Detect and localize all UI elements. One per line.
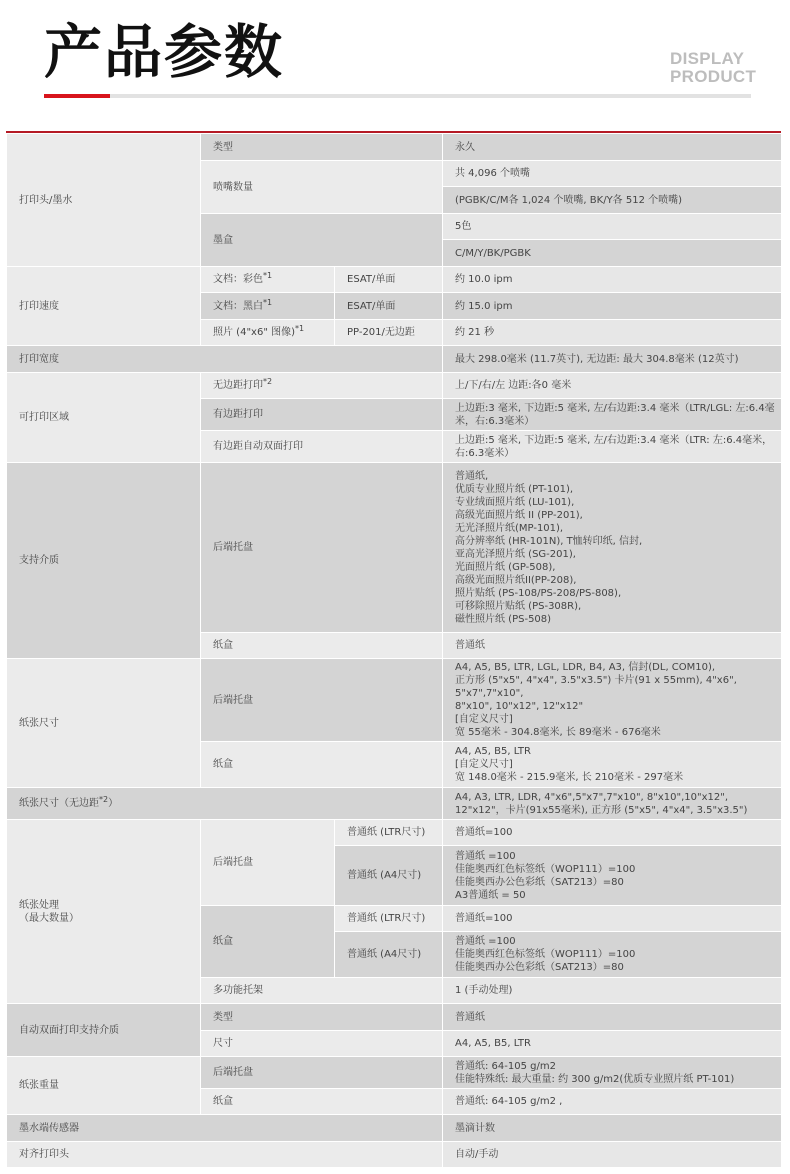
spec-value: A4, A5, B5, LTR, LGL, LDR, B4, A3, 信封(DL, COM10), 正方形 (5"x5", 4"x4", 3.5"x3.5") 卡片(91 x 55mm), 4"x6", 5"x7",7"x10", 8"x10", 10"x12", 12"x12" [自定义尺寸] 宽 55毫米 - 304.8毫米, 长 89毫米 - 676毫米 bbox=[443, 659, 782, 742]
spec-mode: PP-201/无边距 bbox=[335, 320, 443, 346]
table-row bbox=[7, 659, 782, 742]
spec-mode: ESAT/单面 bbox=[335, 293, 443, 320]
spec-category: 自动双面打印支持介质 bbox=[7, 1004, 201, 1057]
table-row bbox=[7, 373, 782, 399]
display-product-label bbox=[670, 50, 756, 86]
spec-value: 普通纸=100 bbox=[443, 820, 782, 846]
table-row bbox=[7, 1004, 782, 1031]
spec-mode: 普通纸 (LTR尺寸) bbox=[335, 820, 443, 846]
spec-category: 墨水端传感器 bbox=[7, 1115, 443, 1142]
spec-value: C/M/Y/BK/PGBK bbox=[443, 240, 782, 267]
spec-label: 有边距打印 bbox=[201, 399, 443, 431]
table-row bbox=[7, 1057, 782, 1089]
spec-mode: ESAT/单面 bbox=[335, 267, 443, 293]
table-row bbox=[7, 134, 782, 161]
spec-label: 类型 bbox=[201, 134, 443, 161]
spec-label: 类型 bbox=[201, 1004, 443, 1031]
spec-value: 普通纸 =100 佳能奥西红色标签纸（WOP111）=100 佳能奥西办公色彩纸（SAT213）=80 A3普通纸 = 50 bbox=[443, 846, 782, 906]
spec-category: 纸张尺寸（无边距$^{*2}$） bbox=[7, 788, 443, 820]
display-label-line2: PRODUCT bbox=[670, 67, 757, 86]
spec-value: 上/下/右/左 边距:各0 毫米 bbox=[443, 373, 782, 399]
spec-value: 永久 bbox=[443, 134, 782, 161]
page-title: 产品参数 bbox=[44, 18, 285, 86]
table-row bbox=[7, 1142, 782, 1168]
spec-value: 5色 bbox=[443, 214, 782, 240]
spec-value: 普通纸 bbox=[443, 633, 782, 659]
spec-label: 多功能托架 bbox=[201, 978, 443, 1004]
spec-mode: 普通纸 (LTR尺寸) bbox=[335, 906, 443, 932]
title-underline bbox=[44, 94, 751, 98]
spec-value: 普通纸, 优质专业照片纸 (PT-101), 专业绒面照片纸 (LU-101), 高级光面照片纸 II (PP-201), 无光泽照片纸(MP-101), 高分辨率纸 (HR-101N), T恤转印纸, 信封, 亚高光泽照片纸 (SG-201), 光面照片纸 (GP-508), 高级光面照片纸II(PP-208), 照片贴纸 (PS-108/PS-208/PS-808), 可移除照片贴纸 (PS-308R), 磁性照片纸 (PS-508) bbox=[443, 463, 782, 633]
spec-value: (PGBK/C/M各 1,024 个喷嘴, BK/Y各 512 个喷嘴) bbox=[443, 187, 782, 214]
spec-value: 最大 298.0毫米 (11.7英寸), 无边距: 最大 304.8毫米 (12英寸) bbox=[443, 346, 782, 373]
spec-category: 纸张重量 bbox=[7, 1057, 201, 1115]
spec-value: 上边距:5 毫米, 下边距:5 毫米, 左/右边距:3.4 毫米（LTR: 左:6.4毫米，右:6.3毫米） bbox=[443, 431, 782, 463]
display-label-line1: DISPLAY bbox=[670, 49, 745, 68]
spec-label: 后端托盘 bbox=[201, 1057, 443, 1089]
spec-mode: 普通纸 (A4尺寸) bbox=[335, 846, 443, 906]
spec-value: 普通纸 =100 佳能奥西红色标签纸（WOP111）=100 佳能奥西办公色彩纸（SAT213）=80 bbox=[443, 932, 782, 978]
spec-value: A4, A5, B5, LTR bbox=[443, 1031, 782, 1057]
table-row bbox=[7, 788, 782, 820]
spec-category: 打印宽度 bbox=[7, 346, 443, 373]
spec-value: 普通纸: 64-105 g/m2 , bbox=[443, 1089, 782, 1115]
spec-label: 无边距打印$^{*2}$ bbox=[201, 373, 443, 399]
spec-value: 普通纸=100 bbox=[443, 906, 782, 932]
spec-value: 约 10.0 ipm bbox=[443, 267, 782, 293]
spec-value: 1 (手动处理) bbox=[443, 978, 782, 1004]
spec-label: 照片 (4"x6" 图像)$^{*1}$ bbox=[201, 320, 335, 346]
spec-category: 对齐打印头 bbox=[7, 1142, 443, 1168]
spec-mode: 普通纸 (A4尺寸) bbox=[335, 932, 443, 978]
table-row bbox=[7, 1115, 782, 1142]
spec-label: 后端托盘 bbox=[201, 463, 443, 633]
spec-value: 约 15.0 ipm bbox=[443, 293, 782, 320]
spec-category: 打印速度 bbox=[7, 267, 201, 346]
table-row bbox=[7, 820, 782, 846]
spec-value: 普通纸: 64-105 g/m2 佳能特殊纸: 最大重量: 约 300 g/m2(优质专业照片纸 PT-101) bbox=[443, 1057, 782, 1089]
spec-label: 纸盒 bbox=[201, 1089, 443, 1115]
page-header bbox=[0, 0, 790, 132]
spec-label: 尺寸 bbox=[201, 1031, 443, 1057]
title-underline-accent bbox=[44, 94, 110, 98]
spec-value: A4, A3, LTR, LDR, 4"x6",5"x7",7"x10", 8"x10",10"x12", 12"x12"，卡片(91x55毫米), 正方形 (5"x5", 4"x4", 3.5"x3.5") bbox=[443, 788, 782, 820]
spec-value: 墨滴计数 bbox=[443, 1115, 782, 1142]
spec-category: 纸张尺寸 bbox=[7, 659, 201, 788]
spec-label: 后端托盘 bbox=[201, 820, 335, 906]
spec-value: 上边距:3 毫米, 下边距:5 毫米, 左/右边距:3.4 毫米（LTR/LGL: 左:6.4毫米，右:6.3毫米） bbox=[443, 399, 782, 431]
spec-table bbox=[6, 133, 782, 1168]
spec-value: 约 21 秒 bbox=[443, 320, 782, 346]
table-row bbox=[7, 267, 782, 293]
spec-category: 纸张处理 （最大数量） bbox=[7, 820, 201, 1004]
spec-label: 纸盒 bbox=[201, 906, 335, 978]
spec-label: 喷嘴数量 bbox=[201, 161, 443, 214]
spec-label: 纸盒 bbox=[201, 633, 443, 659]
spec-category: 可打印区域 bbox=[7, 373, 201, 463]
spec-category: 支持介质 bbox=[7, 463, 201, 659]
spec-category: 打印头/墨水 bbox=[7, 134, 201, 267]
spec-label: 纸盒 bbox=[201, 742, 443, 788]
spec-label: 文档：彩色$^{*1}$ bbox=[201, 267, 335, 293]
table-row bbox=[7, 463, 782, 633]
spec-value: 自动/手动 bbox=[443, 1142, 782, 1168]
spec-label: 有边距自动双面打印 bbox=[201, 431, 443, 463]
spec-value: 共 4,096 个喷嘴 bbox=[443, 161, 782, 187]
spec-value: 普通纸 bbox=[443, 1004, 782, 1031]
spec-label: 后端托盘 bbox=[201, 659, 443, 742]
spec-label: 文档：黑白$^{*1}$ bbox=[201, 293, 335, 320]
spec-value: A4, A5, B5, LTR [自定义尺寸] 宽 148.0毫米 - 215.9毫米, 长 210毫米 - 297毫米 bbox=[443, 742, 782, 788]
table-row bbox=[7, 346, 782, 373]
spec-label: 墨盒 bbox=[201, 214, 443, 267]
